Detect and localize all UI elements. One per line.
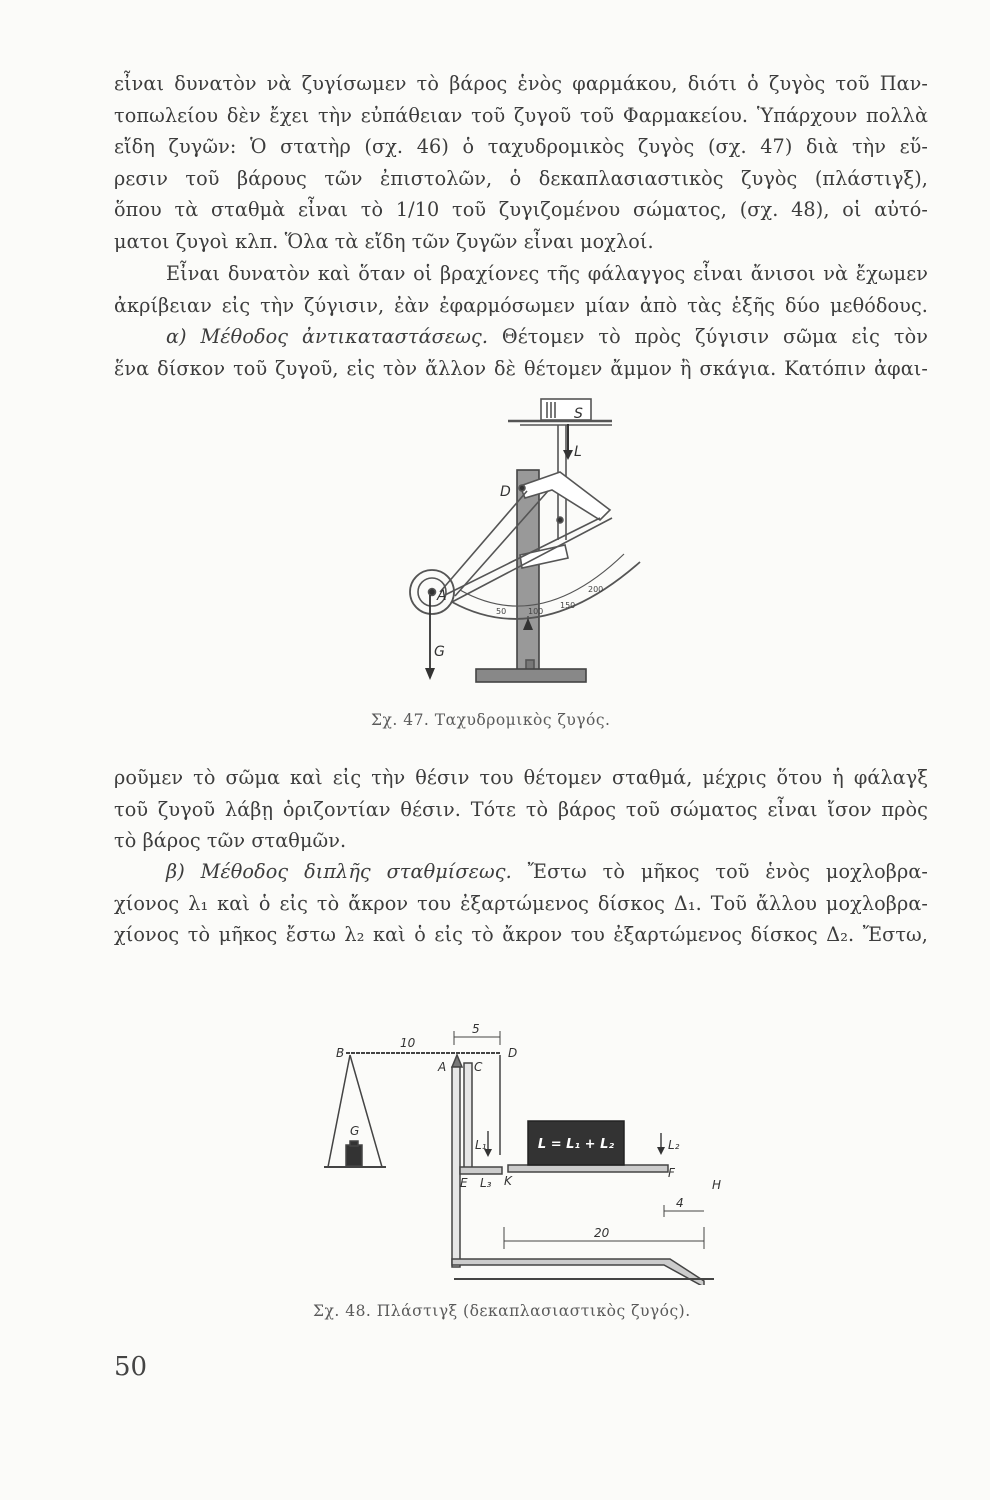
- paragraph-intro: [114, 68, 928, 258]
- text-line: ροῦμεν τὸ σῶμα καὶ εἰς τὴν θέσιν του θέτομεν σταθμά, μέχρις ὅτου ἡ φάλαγξ: [114, 766, 928, 789]
- label-ten: 10: [400, 1036, 416, 1050]
- label-k: K: [504, 1174, 512, 1188]
- mass-label: L = L₁ + L₂: [537, 1137, 615, 1152]
- text-line: β) Μέθοδος διπλῆς σταθμίσεως. Ἔστω τὸ μῆκος τοῦ ἑνὸς μοχλοβρα-: [166, 860, 928, 883]
- figure-48-caption: Σχ. 48. Πλάστιγξ (δεκαπλασιαστικὸς ζυγός).: [313, 1302, 691, 1320]
- text-line: ἀκρίβειαν εἰς τὴν ζύγισιν, ἐὰν ἐφαρμόσωμεν μίαν ἀπὸ τὰς ἑξῆς δύο μεθόδους.: [114, 293, 928, 317]
- paragraph-weights: [114, 762, 928, 857]
- paragraph-unequal-arms: [114, 258, 928, 321]
- figure-48-decimal-balance: [0, 1015, 990, 1285]
- figure-47-caption: Σχ. 47. Ταχυδρομικὸς ζυγός.: [371, 711, 611, 729]
- text-line: εἶναι δυνατὸν νὰ ζυγίσωμεν τὸ βάρος ἑνὸς φαρμάκου, διότι ὁ ζυγὸς τοῦ Παν-: [114, 72, 928, 95]
- label-d: D: [508, 1046, 518, 1060]
- label-a: A: [438, 1060, 447, 1074]
- text-line: ματοι ζυγοὶ κλπ. Ὅλα τὰ εἴδη τῶν ζυγῶν εἶναι μοχλοί.: [114, 229, 654, 253]
- method-heading: α) Μέθοδος ἀντικαταστάσεως.: [166, 325, 489, 348]
- text-line: ὅπου τὰ σταθμὰ εἶναι τὸ 1/10 τοῦ ζυγιζομένου σώματος, (σχ. 48), οἱ αὐτό-: [114, 198, 928, 222]
- scale-label-50: 50: [496, 607, 507, 616]
- label-five: 5: [472, 1022, 480, 1036]
- text-line: εἴδη ζυγῶν: Ὁ στατὴρ (σχ. 46) ὁ ταχυδρομικὸς ζυγὸς (σχ. 47) διὰ τὴν εὕ-: [114, 135, 928, 159]
- label-g: G: [350, 1124, 360, 1138]
- label-f: F: [668, 1166, 675, 1180]
- label-e: E: [460, 1176, 468, 1190]
- text-line: τὸ βάρος τῶν σταθμῶν.: [114, 829, 347, 853]
- label-c: C: [474, 1060, 483, 1074]
- scale-label-100: 100: [528, 607, 544, 616]
- label-l3: L₃: [480, 1176, 492, 1190]
- text-line: τοπωλείου δὲν ἔχει τὴν εὐπάθειαν τοῦ ζυγοῦ τοῦ Φαρμακείου. Ὑπάρχουν πολλὰ: [114, 103, 928, 127]
- text-line: ἕνα δίσκον τοῦ ζυγοῦ, εἰς τὸν ἄλλον δὲ θέτομεν ἄμμον ἢ σκάγια. Κατόπιν ἀφαι-: [114, 356, 928, 380]
- text-line: ρεσιν τοῦ βάρους τῶν ἐπιστολῶν, ὁ δεκαπλασιαστικὸς ζυγὸς (πλάστιγξ),: [114, 166, 928, 190]
- page-number: 50: [114, 1352, 148, 1382]
- label-h: H: [712, 1178, 722, 1192]
- method-heading: β) Μέθοδος διπλῆς σταθμίσεως.: [166, 860, 512, 883]
- text-line: Εἶναι δυνατὸν καὶ ὅταν οἱ βραχίονες τῆς φάλαγγος εἶναι ἄνισοι νὰ ἔχωμεν: [166, 262, 928, 285]
- text-line: α) Μέθοδος ἀντικαταστάσεως. Θέτομεν τὸ πρὸς ζύγισιν σῶμα εἰς τὸν: [166, 325, 928, 348]
- text-line: χίονος λ₁ καὶ ὁ εἰς τὸ ἄκρον του ἐξαρτώμενος δίσκος Δ₁. Τοῦ ἄλλου μοχλοβρα-: [114, 891, 928, 915]
- paragraph-substitution-method: [114, 321, 928, 384]
- scale-label-200: 200: [588, 585, 604, 594]
- label-l: L: [574, 444, 582, 460]
- label-d: D: [500, 484, 511, 500]
- text-line: τοῦ ζυγοῦ λάβῃ ὁριζοντίαν θέσιν. Τότε τὸ βάρος τοῦ σώματος εἶναι ἴσον πρὸς: [114, 797, 928, 821]
- text-line: χίονος τὸ μῆκος ἔστω λ₂ καὶ ὁ εἰς τὸ ἄκρον του ἐξαρτώμενος δίσκος Δ₂. Ἔστω,: [114, 923, 928, 947]
- label-twenty: 20: [594, 1226, 610, 1240]
- label-four: 4: [676, 1196, 684, 1210]
- label-g: G: [434, 644, 445, 660]
- figure-47-postal-scale: [0, 390, 990, 710]
- label-b: B: [336, 1046, 345, 1060]
- label-l1: L₁: [475, 1138, 487, 1152]
- label-a: A: [437, 588, 447, 604]
- label-l2: L₂: [668, 1138, 680, 1152]
- label-s: S: [574, 406, 583, 422]
- paragraph-double-weighing: [114, 856, 928, 951]
- scale-label-150: 150: [560, 601, 576, 610]
